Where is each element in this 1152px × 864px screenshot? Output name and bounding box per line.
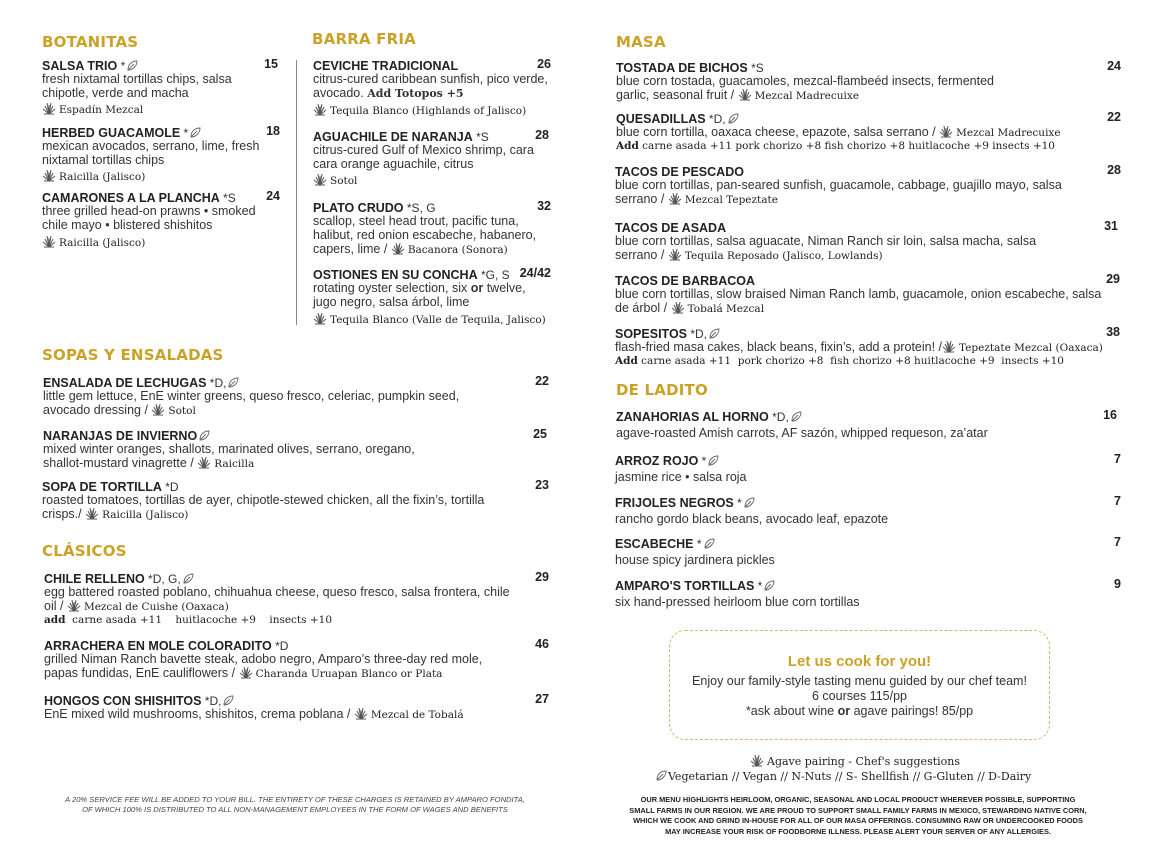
pairing-price: *ask about wine or agave pairings! 85/pp [745, 704, 974, 718]
leaf-icon [763, 580, 775, 591]
item-price: 31 [1104, 219, 1118, 233]
leaf-icon [198, 430, 210, 441]
tasting-menu-box [669, 630, 1050, 740]
agave-icon [313, 103, 327, 116]
item-price: 22 [1107, 110, 1121, 124]
item-price: 27 [535, 692, 549, 706]
leaf-icon [227, 377, 239, 388]
item-name: ESCABECHE [615, 537, 694, 551]
section-title-barra-fria: BARRA FRIA [312, 30, 416, 48]
item-name: SALSA TRIO [42, 59, 118, 73]
item-name: TOSTADA DE BICHOS [616, 61, 748, 75]
item-name: HERBED GUACAMOLE [42, 126, 181, 140]
menu-item: QUESADILLAS *D, 22 blue corn tortilla, oaxaca cheese, epazote, salsa serrano / Mezcal Madrecuixe Add carne asada +11 pork chorizo +8 fish chorizo +8 huitlacoche +9 insects +10 [616, 110, 1121, 152]
menu-item: HERBED GUACAMOLE * 18 mexican avocados, serrano, lime, fresh nixtamal tortillas chips Raicilla (Jalisco) [42, 124, 280, 183]
agave-icon [197, 456, 211, 469]
item-price: 9 [1114, 577, 1121, 591]
item-price: 29 [1106, 272, 1120, 286]
leaf-icon [703, 538, 715, 549]
item-name: TACOS DE BARBACOA [615, 274, 756, 288]
agave-icon [239, 666, 253, 679]
addon: Add Totopos +5 [367, 87, 464, 100]
item-description: blue corn tortillas, pan-seared sunfish, guacamole, cabbage, guajillo mayo, salsa serrano / [615, 178, 1062, 206]
item-description: blue corn tortillas, slow braised Niman Ranch lamb, guacamole, onion escabeche, salsa de árbol / [615, 287, 1102, 315]
item-price: 46 [535, 637, 549, 651]
section-title-de-ladito: DE LADITO [616, 381, 708, 399]
item-price: 22 [535, 374, 549, 388]
pairing: Bacanora (Sonora) [407, 244, 508, 256]
section-title-botanitas: BOTANITAS [42, 33, 139, 51]
item-price: 32 [537, 199, 551, 213]
menu-item: PLATO CRUDO *S, G 32 scallop, steel head trout, pacific tuna, halibut, red onion escabeche, habanero, capers, lime / Bacanora (Sonora) [313, 199, 551, 256]
addon-list: add carne asada +11 huitlacoche +9 insects +10 [44, 614, 333, 626]
sourcing-note: OUR MENU HIGHLIGHTS HEIRLOOM, ORGANIC, SEASONAL AND LOCAL PRODUCT WHEREVER POSSIBLE, SUPPORTING SMALL FARMS IN OUR REGION. WE ARE PROUD TO SUPPORT SMALL FAMILY FARMS IN MEXICO, STEWARDING NATIVE CORN, WHICH WE COOK AND GRIND IN-HOUSE FOR ALL OF OUR MASA OFFERINGS. CONSUMING RAW OR UNDERCOOKED FOODS MAY INCREASE YOUR RISK OF FOODBORNE ILLNESS. PLEASE ALERT YOUR SERVER OF ANY ALLERGIES. [629, 795, 1087, 836]
item-price: 28 [1107, 163, 1121, 177]
agave-icon [313, 312, 327, 325]
item-price: 7 [1114, 452, 1121, 466]
tasting-menu-title: Let us cook for you! [787, 653, 932, 670]
pairing: Tequila Blanco (Valle de Tequila, Jalisco) [330, 314, 546, 326]
item-name: ARROZ ROJO [615, 454, 699, 468]
item-description: grilled Niman Ranch bavette steak, adobo negro, Amparo’s three-day red mole, papas fundidas, EnE cauliflowers / [44, 652, 483, 680]
agave-icon [42, 235, 56, 248]
item-description: citrus-cured Gulf of Mexico shrimp, cara cara orange aguachile, citrus [313, 143, 534, 171]
agave-icon [151, 403, 165, 416]
item-description: jasmine rice • salsa roja [615, 470, 747, 484]
section-title-sopas: SOPAS Y ENSALADAS [42, 346, 224, 364]
agave-icon [42, 102, 56, 115]
pairing: Raicilla (Jalisco) [102, 509, 189, 521]
item-description: egg battered roasted poblano, chihuahua cheese, queso fresco, salsa frontera, chile oil / [44, 585, 510, 613]
item-name: SOPESITOS [615, 327, 688, 341]
item-description: EnE mixed wild mushrooms, shishitos, crema poblana / [44, 707, 351, 721]
leaf-icon [182, 573, 194, 584]
item-description: fresh nixtamal tortillas chips, salsa chipotle, verde and macha [42, 72, 232, 100]
pairing: Mezcal de Cuishe (Oaxaca) [83, 601, 229, 613]
menu-item: ESCABECHE * 7 house spicy jardinera pickles [615, 535, 1121, 567]
menu-item: ENSALADA DE LECHUGAS *D, 22 little gem lettuce, EnE winter greens, queso fresco, celeriac, pumpkin seed, avocado dressing / Sotol [43, 374, 549, 417]
item-description: mixed winter oranges, shallots, marinated olives, serrano, oregano, shallot-mustard vinagrette / [43, 442, 415, 470]
leaf-icon [655, 770, 667, 781]
item-name: ENSALADA DE LECHUGAS [43, 376, 207, 390]
item-description: rotating oyster selection, six or twelve, jugo negro, salsa árbol, lime [313, 281, 526, 309]
item-price: 29 [535, 570, 549, 584]
column-divider [296, 60, 297, 325]
menu-item: SOPA DE TORTILLA *D 23 roasted tomatoes, tortillas de ayer, chipotle-stewed chicken, all the fixin’s, tortilla crisps./ Raicilla (Jalisco) [42, 478, 549, 521]
item-name: TACOS DE ASADA [615, 221, 727, 235]
item-price: 25 [533, 427, 547, 441]
section-title-masa: MASA [616, 33, 666, 51]
menu-item: ARROZ ROJO * 7 jasmine rice • salsa roja [615, 452, 1121, 484]
menu-item: TOSTADA DE BICHOS *S 24 blue corn tostada, guacamoles, mezcal-flambeéd insects, fermented garlic, seasonal fruit / Mezcal Madrecuixe [616, 59, 1121, 102]
item-description: citrus-cured caribbean sunfish, pico verde, avocado. [313, 72, 548, 100]
pairing: Tobalá Mezcal [687, 303, 765, 315]
tasting-menu-text: Enjoy our family-style tasting menu guided by our chef team! [692, 674, 1027, 688]
item-name: ARRACHERA EN MOLE COLORADITO [44, 639, 272, 653]
item-description: agave-roasted Amish carrots, AF sazón, whipped requeson, za’atar [616, 426, 988, 440]
leaf-icon [126, 60, 138, 71]
addon-list: Add carne asada +11 pork chorizo +8 fish chorizo +8 huitlacoche +9 insects +10 [615, 355, 1064, 367]
agave-icon [942, 340, 956, 353]
agave-icon [42, 169, 56, 182]
item-price: 7 [1114, 535, 1121, 549]
pairing: Tequila Blanco (Highlands of Jalisco) [330, 105, 527, 117]
item-description: little gem lettuce, EnE winter greens, queso fresco, celeriac, pumpkin seed, avocado dressing / [43, 389, 460, 417]
menu-item: CHILE RELLENO *D, G, 29 egg battered roasted poblano, chihuahua cheese, queso fresco, salsa frontera, chile oil / Mezcal de Cuishe (Oaxaca) add carne asada +11 huitlacoche +9 insects +10 [44, 570, 549, 626]
legend-diet: Vegetarian // Vegan // N-Nuts // S- Shellfish // G-Gluten // D-Dairy [655, 770, 1031, 783]
pairing: Tequila Reposado (Jalisco, Lowlands) [684, 250, 883, 262]
item-price: 24 [1107, 59, 1121, 73]
pairing: Mezcal Madrecuixe [956, 127, 1061, 139]
item-description: house spicy jardinera pickles [615, 553, 775, 567]
item-price: 38 [1106, 325, 1120, 339]
menu-item: AMPARO'S TORTILLAS * 9 six hand-pressed heirloom blue corn tortillas [615, 577, 1121, 609]
item-name: FRIJOLES NEGROS [615, 496, 734, 510]
item-description: roasted tomatoes, tortillas de ayer, chipotle-stewed chicken, all the fixin’s, tortilla crisps./ [42, 493, 485, 521]
item-price: 7 [1114, 494, 1121, 508]
pairing: Espadín Mezcal [59, 104, 144, 116]
service-fee-note: A 20% SERVICE FEE WILL BE ADDED TO YOUR BILL. THE ENTIRETY OF THESE CHARGES IS RETAINED BY AMPARO FONDITA, OF WHICH 100% IS DISTRIBUTED TO ALL NON-MANAGEMENT EMPLOYEES IN THE FORM OF WAGES AND BENEFITS [65, 795, 525, 814]
menu-item: OSTIONES EN SU CONCHA *G, S 24/42 rotating oyster selection, six or twelve, jugo negro, salsa árbol, lime Tequila Blanco (Valle de Tequila, Jalisco) [313, 266, 551, 326]
menu-item: CAMARONES A LA PLANCHA *S 24 three grilled head-on prawns • smoked chile mayo • blistered shishitos Raicilla (Jalisco) [42, 189, 280, 249]
menu-item [615, 163, 1121, 207]
pairing: Sotol [330, 175, 358, 187]
agave-icon [671, 301, 685, 314]
pairing: Mezcal de Tobalá [370, 709, 464, 721]
agave-icon [313, 173, 327, 186]
pairing: Raicilla (Jalisco) [59, 171, 146, 183]
item-name: HONGOS CON SHISHITOS [44, 694, 202, 708]
menu-item: FRIJOLES NEGROS * 7 rancho gordo black beans, avocado leaf, epazote [615, 494, 1121, 526]
item-name: OSTIONES EN SU CONCHA [313, 268, 478, 282]
agave-icon [354, 707, 368, 720]
pairing: Raicilla (Jalisco) [59, 237, 146, 249]
item-description: six hand-pressed heirloom blue corn tortillas [615, 595, 860, 609]
agave-icon [668, 192, 682, 205]
agave-icon [750, 754, 764, 767]
item-price: 24/42 [519, 266, 551, 280]
agave-icon [67, 599, 81, 612]
menu-item [615, 272, 1120, 316]
menu-item [43, 427, 547, 471]
item-name: QUESADILLAS [616, 112, 706, 126]
menu-item: ZANAHORIAS AL HORNO *D, 16 agave-roasted Amish carrots, AF sazón, whipped requeson, za’atar [616, 408, 1117, 440]
menu-item: HONGOS CON SHISHITOS *D, 27 EnE mixed wild mushrooms, shishitos, crema poblana / Mezcal de Tobalá [44, 692, 549, 721]
item-description: blue corn tortillas, salsa aguacate, Niman Ranch sir loin, salsa macha, salsa serrano / [615, 234, 1037, 262]
pairing: Mezcal Madrecuixe [754, 90, 860, 102]
legend-agave: Agave pairing - Chef's suggestions [750, 754, 960, 768]
leaf-icon [708, 328, 720, 339]
item-price: 26 [537, 57, 551, 71]
item-description: scallop, steel head trout, pacific tuna, halibut, red onion escabeche, habanero, capers, lime / [313, 214, 537, 256]
leaf-icon [727, 113, 739, 124]
item-name: ZANAHORIAS AL HORNO [616, 410, 769, 424]
pairing: Mezcal Tepeztate [684, 194, 778, 206]
item-description: blue corn tortilla, oaxaca cheese, epazote, salsa serrano / [616, 125, 936, 139]
addon-list: Add carne asada +11 pork chorizo +8 fish chorizo +8 huitlacoche +9 insects +10 [616, 140, 1055, 152]
menu-item [313, 57, 551, 117]
leaf-icon [743, 497, 755, 508]
agave-icon [85, 507, 99, 520]
menu-item: SALSA TRIO * 15 fresh nixtamal tortillas chips, salsa chipotle, verde and macha Espadín Mezcal [42, 57, 278, 116]
agave-icon [939, 125, 953, 138]
item-name: AGUACHILE DE NARANJA [313, 130, 473, 144]
pairing: Tepeztate Mezcal (Oaxaca) [959, 342, 1103, 354]
leaf-icon [222, 695, 234, 706]
item-name: NARANJAS DE INVIERNO [43, 429, 198, 443]
item-description: rancho gordo black beans, avocado leaf, epazote [615, 512, 889, 526]
item-price: 16 [1103, 408, 1117, 422]
item-name: CHILE RELLENO [44, 572, 145, 586]
menu-item: SOPESITOS *D, 38 flash-fried masa cakes, black beans, fixin’s, add a protein! / Tepeztate Mezcal (Oaxaca) Add carne asada +11 pork chorizo +8 fish chorizo +8 huitlacoche +9 insects +10 [615, 325, 1120, 367]
item-price: 28 [535, 128, 549, 142]
item-description: three grilled head-on prawns • smoked chile mayo • blistered shishitos [42, 204, 256, 232]
item-name: SOPA DE TORTILLA [42, 480, 162, 494]
item-description: mexican avocados, serrano, lime, fresh nixtamal tortillas chips [42, 139, 260, 167]
item-price: 23 [535, 478, 549, 492]
menu-item: ARRACHERA EN MOLE COLORADITO *D 46 grilled Niman Ranch bavette steak, adobo negro, Amparo’s three-day red mole, papas fundidas, EnE cauliflowers / Charanda Uruapan Blanco or Plata [44, 637, 549, 680]
leaf-icon [707, 455, 719, 466]
menu-item [615, 219, 1118, 263]
leaf-icon [790, 411, 802, 422]
pairing: Sotol [168, 405, 196, 417]
section-title-clasicos: CLÁSICOS [42, 542, 127, 560]
item-name: CAMARONES A LA PLANCHA [42, 191, 220, 205]
item-name: CEVICHE TRADICIONAL [313, 59, 459, 73]
item-name: PLATO CRUDO [313, 201, 404, 215]
item-description: blue corn tostada, guacamoles, mezcal-flambeéd insects, fermented garlic, seasonal fruit / [616, 74, 994, 102]
agave-icon [391, 242, 405, 255]
item-name: AMPARO'S TORTILLAS [615, 579, 755, 593]
agave-icon [738, 88, 752, 101]
item-name: TACOS DE PESCADO [615, 165, 744, 179]
item-price: 24 [266, 189, 280, 203]
tasting-menu-price: 6 courses 115/pp [812, 689, 907, 703]
item-description: flash-fried masa cakes, black beans, fixin’s, add a protein! / [615, 340, 943, 354]
item-price: 18 [266, 124, 280, 138]
pairing: Charanda Uruapan Blanco or Plata [255, 668, 443, 680]
item-price: 15 [264, 57, 278, 71]
leaf-icon [189, 127, 201, 138]
menu-item: AGUACHILE DE NARANJA *S 28 citrus-cured Gulf of Mexico shrimp, cara cara orange aguachile, citrus Sotol [313, 128, 549, 187]
agave-icon [668, 248, 682, 261]
pairing: Raicilla [214, 458, 255, 470]
